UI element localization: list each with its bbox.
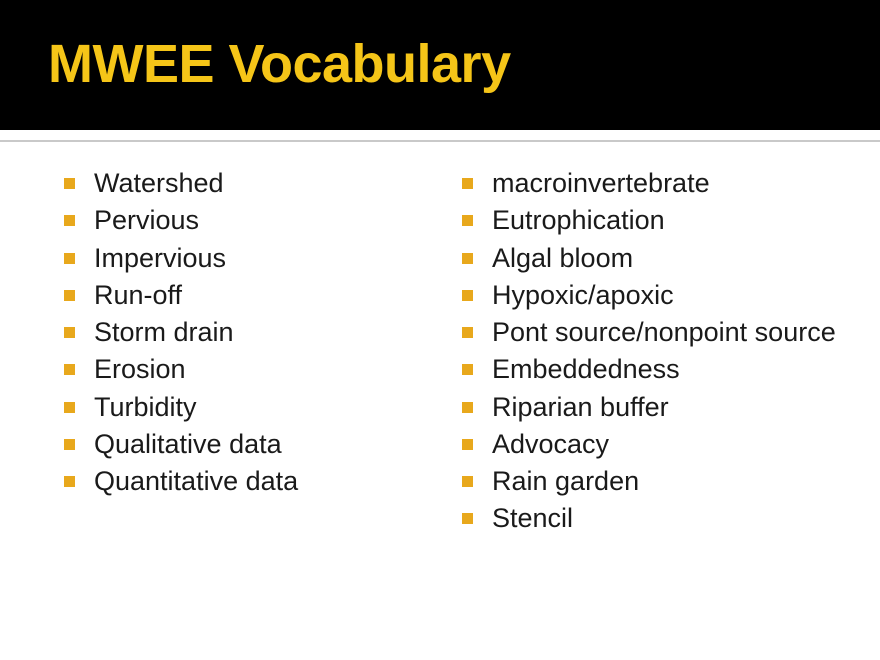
title-divider xyxy=(0,130,880,142)
list-item xyxy=(460,351,880,388)
square-bullet-icon xyxy=(64,402,75,413)
list-item xyxy=(62,165,420,202)
slide-title: MWEE Vocabulary xyxy=(48,34,511,94)
list-item xyxy=(62,463,420,500)
list-item xyxy=(460,389,880,426)
square-bullet-icon xyxy=(462,476,473,487)
right-vocabulary-list xyxy=(460,165,880,538)
list-item xyxy=(62,277,420,314)
right-column xyxy=(420,165,880,538)
list-item-label: Quantitative data xyxy=(94,466,299,496)
list-item xyxy=(460,314,880,351)
square-bullet-icon xyxy=(64,327,75,338)
list-item xyxy=(62,351,420,388)
left-vocabulary-list xyxy=(62,165,420,500)
list-item-label: Qualitative data xyxy=(94,428,282,459)
square-bullet-icon xyxy=(64,215,75,226)
list-item xyxy=(62,202,420,239)
square-bullet-icon xyxy=(64,253,75,264)
list-item xyxy=(460,165,880,202)
list-item-label: Erosion xyxy=(94,354,186,385)
list-item-label: Advocacy xyxy=(492,428,610,459)
list-item-label: Hypoxic/apoxic xyxy=(492,279,674,310)
square-bullet-icon xyxy=(64,178,75,189)
square-bullet-icon xyxy=(462,439,473,450)
square-bullet-icon xyxy=(64,290,75,301)
list-item xyxy=(460,277,880,314)
square-bullet-icon xyxy=(462,290,473,301)
list-item-label: Eutrophication xyxy=(492,205,665,236)
list-item xyxy=(460,500,880,537)
list-item-label: Impervious xyxy=(94,242,227,273)
left-column xyxy=(0,165,420,538)
square-bullet-icon xyxy=(462,178,473,189)
square-bullet-icon xyxy=(462,327,473,338)
list-item-label: Rain garden xyxy=(492,466,640,496)
square-bullet-icon xyxy=(462,364,473,375)
list-item-label: macroinvertebrate xyxy=(492,168,710,198)
square-bullet-icon xyxy=(64,476,75,487)
list-item-label: Embeddedness xyxy=(492,354,680,385)
list-item-label: Pervious xyxy=(94,205,200,236)
vocabulary-columns xyxy=(0,165,880,538)
list-item xyxy=(460,240,880,277)
list-item-label: Turbidity xyxy=(94,391,197,422)
list-item xyxy=(62,426,420,463)
list-item xyxy=(62,314,420,351)
list-item xyxy=(460,463,880,500)
square-bullet-icon xyxy=(64,439,75,450)
list-item-label: Pont source/nonpoint source xyxy=(492,317,836,347)
list-item xyxy=(62,240,420,277)
square-bullet-icon xyxy=(462,513,473,524)
square-bullet-icon xyxy=(462,402,473,413)
square-bullet-icon xyxy=(462,215,473,226)
square-bullet-icon xyxy=(462,253,473,264)
list-item-label: Storm drain xyxy=(94,317,234,347)
list-item-label: Run-off xyxy=(94,279,183,310)
list-item xyxy=(460,426,880,463)
list-item-label: Riparian buffer xyxy=(492,391,669,422)
list-item-label: Stencil xyxy=(492,503,574,534)
square-bullet-icon xyxy=(64,364,75,375)
list-item-label: Algal bloom xyxy=(492,242,634,273)
list-item xyxy=(460,202,880,239)
list-item xyxy=(62,389,420,426)
list-item-label: Watershed xyxy=(94,168,224,198)
